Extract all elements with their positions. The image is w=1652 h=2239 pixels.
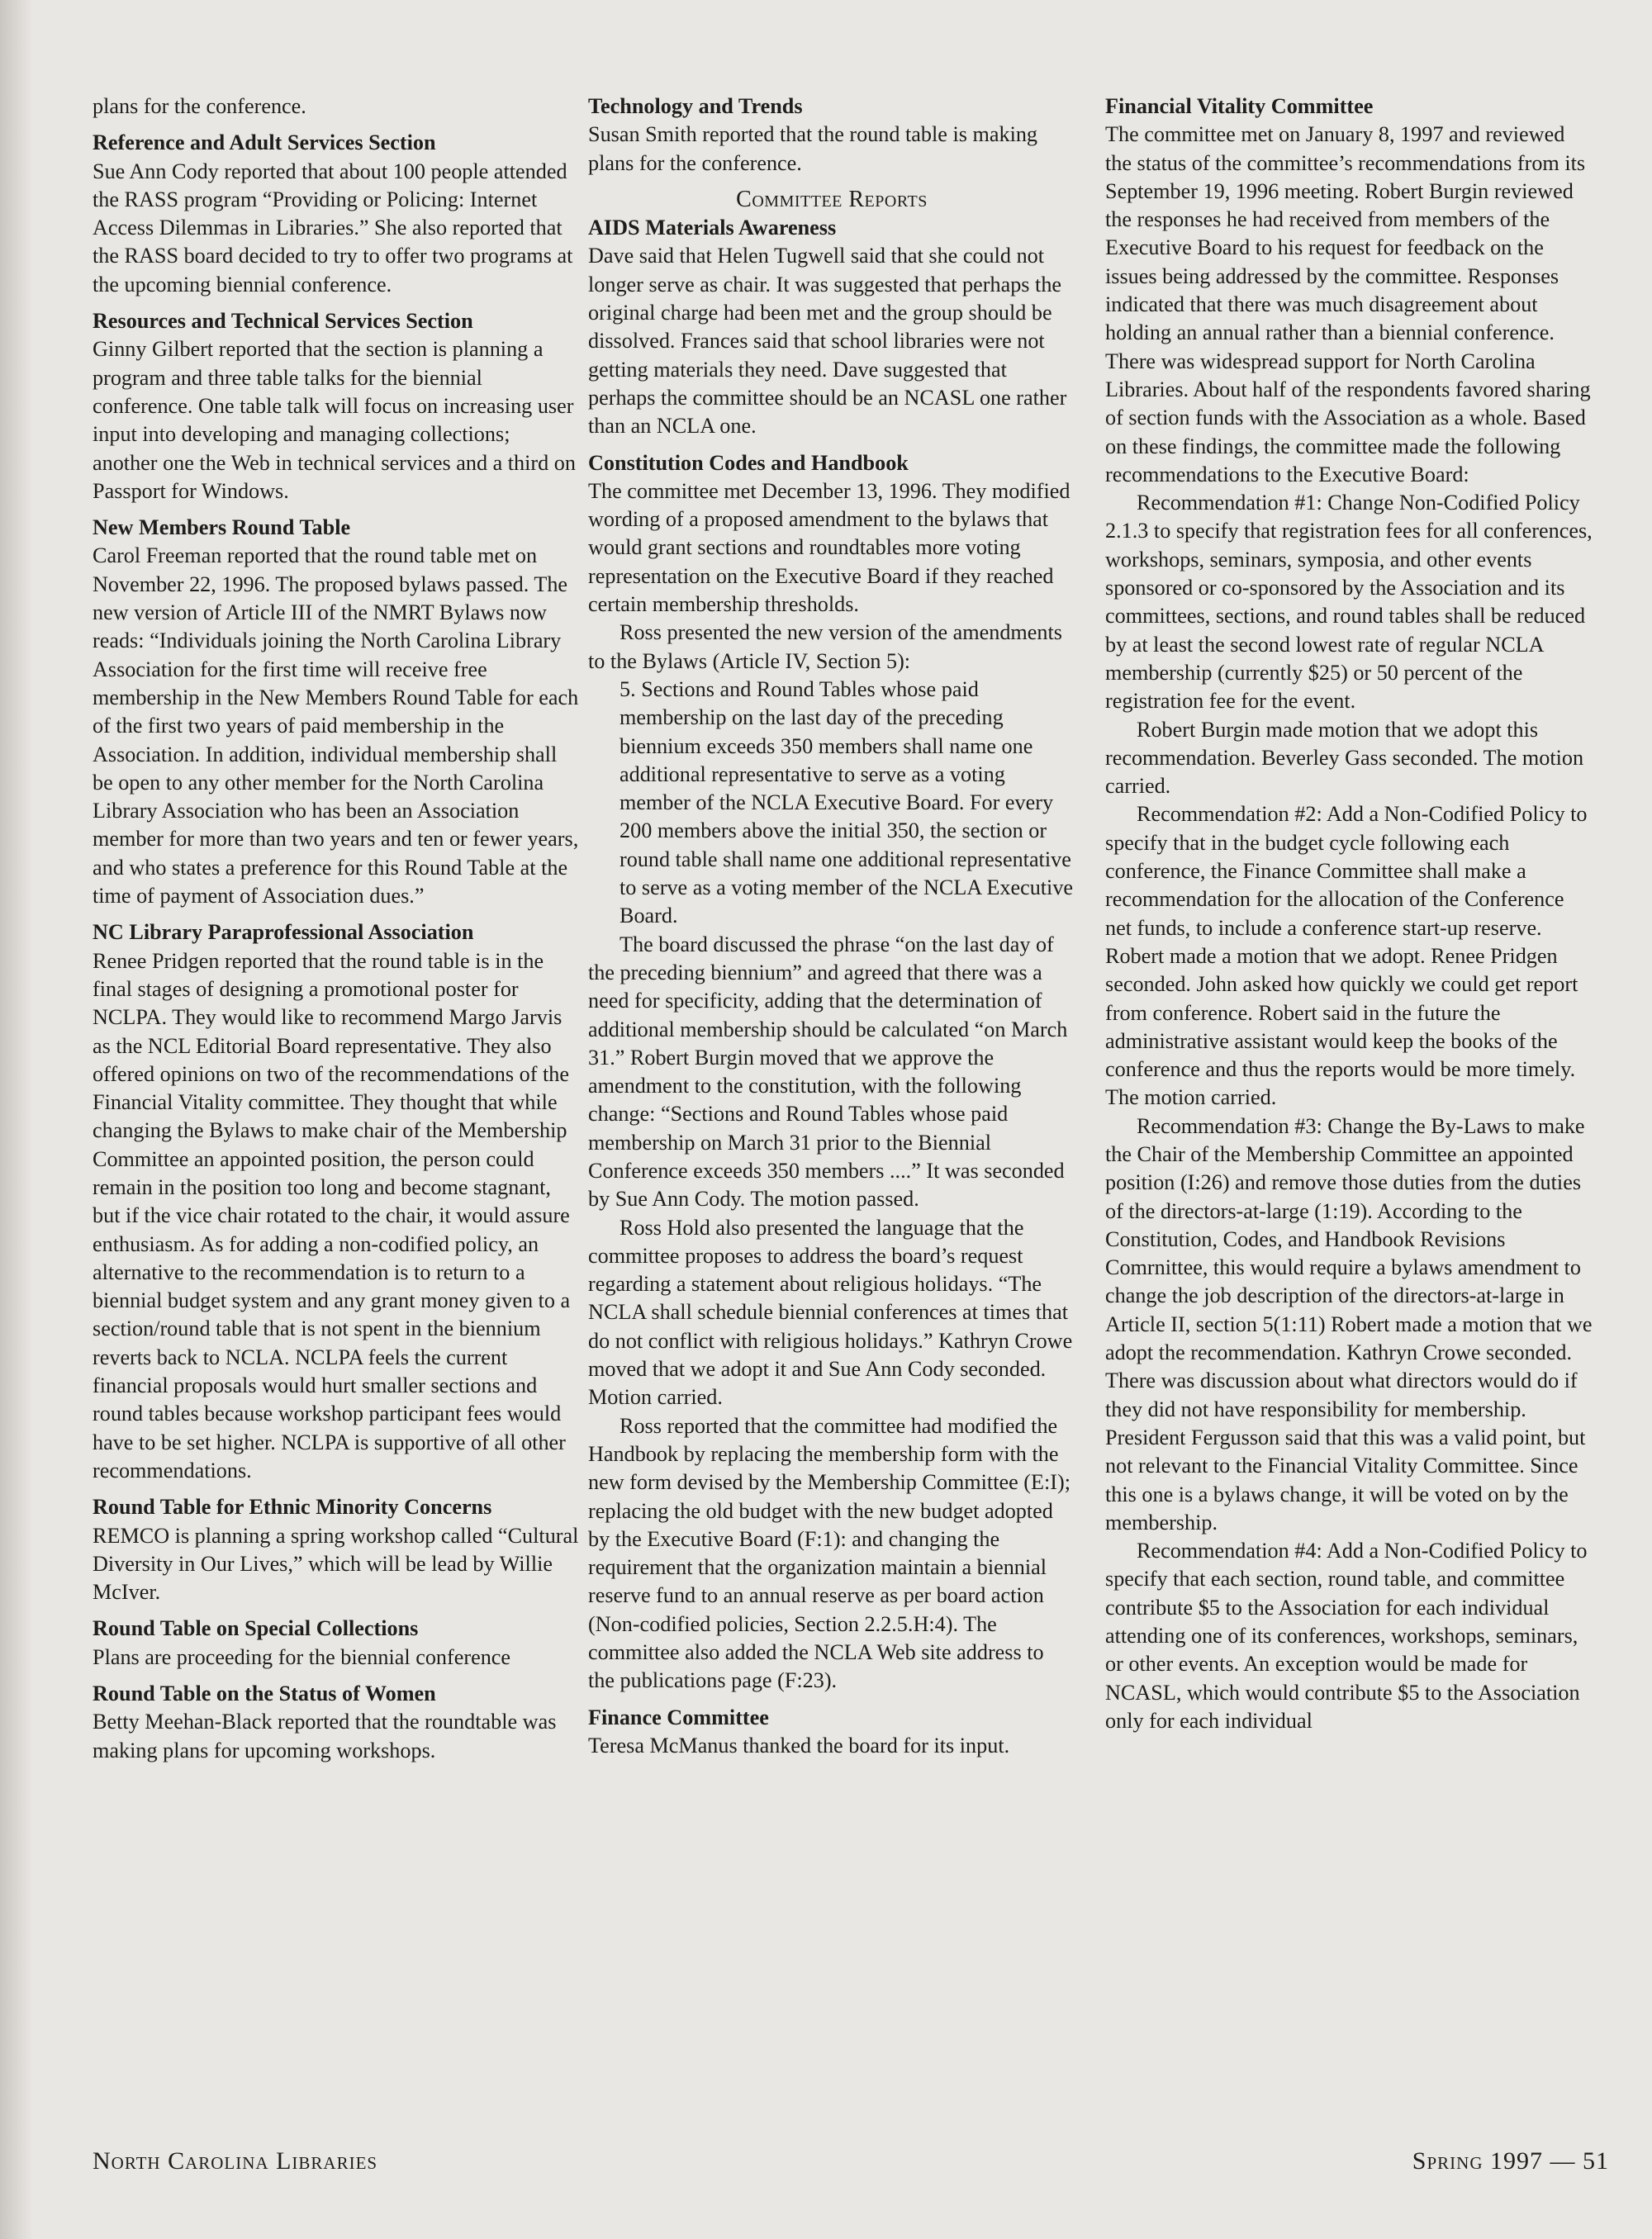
column-middle xyxy=(588,93,1075,1768)
section-paragraph: Robert Burgin made motion that we adopt this recommendation. Beverley Gass seconded. The motion carried. xyxy=(1105,717,1584,799)
section-heading: Constitution Codes and Handbook xyxy=(588,450,909,475)
section-heading: Resources and Technical Services Section xyxy=(93,309,473,334)
section-heading: Round Table on Special Collections xyxy=(93,1616,419,1641)
section-paragraph: Carol Freeman reported that the round table met on November 22, 1996. The proposed bylaws passed. The new version of Article III of the NMRT Bylaws now reads: “Individuals joining the North Carolina Library Association for the first time will receive free membership in the New Members Round Table for each of the first two years of paid membership in the Association. In addition, individual membership shall be open to any other member for the North Carolina Library Association who has been an Association member for more than two years and ten or fewer years, and who states a preference for this Round Table at the time of payment of Association dues.” xyxy=(93,543,579,908)
section-paragraph: The board discussed the phrase “on the last day of the preceding biennium” and agreed that there was a need for specificity, adding that the determination of additional membership should be calculated “on March 31.” Robert Burgin moved that we approve the amendment to the constitution, with the following change: “Sections and Round Tables whose paid membership on March 31 prior to the Biennial Conference exceeds 350 members ....” It was seconded by Sue Ann Cody. The motion passed. xyxy=(588,932,1068,1212)
section-paragraph: The committee met on January 8, 1997 and reviewed the status of the committee’s recommendations from its September 19, 1996 meeting. Robert Burgin reviewed the responses he had received from members of the Executive Board to his request for feedback on the issues being addressed by the committee. Responses indicated that there was much disagreement about holding an annual rather than a biennial conference. There was widespread support for North Carolina Libraries. About half of the respondents favored sharing of section funds with the Association as a whole. Based on these findings, the committee made the following recommendations to the Executive Board: xyxy=(1105,122,1591,486)
section-paragraph: Sue Ann Cody reported that about 100 people attended the RASS program “Providing or Policing: Internet Access Dilemmas in Libraries.” She also reported that the RASS board decided to try to offer two programs at the upcoming biennial conference. xyxy=(93,159,573,296)
recommendation-paragraph: Recommendation #2: Add a Non-Codified Policy to specify that in the budget cycle following each conference, the Finance Committee shall make a recommendation for the allocation of the Conference net funds, to include a conference start-up reserve. Robert made a motion that we adopt. Renee Pridgen seconded. John asked how quickly we could get report from conference. Robert said in the future the administrative assistant would keep the books of the conference and thus the reports would be more timely. The motion carried. xyxy=(1105,802,1588,1110)
section-finance-committee xyxy=(588,1704,1075,1761)
section-financial-vitality xyxy=(1105,93,1593,1735)
section-heading: Technology and Trends xyxy=(588,94,803,118)
section-paragraph: Renee Pridgen reported that the round table is in the final stages of designing a promotional poster for NCLPA. They would like to recommend Margo Jarvis as the NCL Editorial Board representative. They also offered opinions on two of the recommendations of the Financial Vitality committee. They thought that while changing the Bylaws to make chair of the Membership Committee an appointed position, the person could remain in the position too long and become stagnant, but if the vice chair rotated to the chair, it would assure enthusiasm. As for adding a non-codified policy, an alternative to the recommendation is to return to a biennial budget system and any grant money given to a section/round table that is not spent in the biennium reverts back to NCLA. NCLPA feels the current financial proposals would hurt smaller sections and round tables because workshop participant fees would have to be set higher. NCLPA is supportive of all other recommendations. xyxy=(93,948,571,1482)
committee-reports-title: Committee Reports xyxy=(736,186,928,212)
section-special-collections xyxy=(93,1615,580,1672)
section-heading: Finance Committee xyxy=(588,1705,769,1729)
section-heading: New Members Round Table xyxy=(93,515,351,540)
section-paragraph: Ross reported that the committee had modified the Handbook by replacing the membership form with the new form devised by the Membership Committee (E:I); replacing the old budget with the new budget adopted by the Executive Board (F:1): and changing the requirement that the organization maintain a biennial reserve fund to an annual reserve as per board action (Non-codified policies, Section 2.2.5.H:4). The committee also added the NCLA Web site address to the publications page (F:23). xyxy=(588,1413,1070,1693)
section-rass xyxy=(93,129,580,299)
section-technology-trends xyxy=(588,93,1075,178)
section-constitution-codes xyxy=(588,449,1075,1696)
section-heading: NC Library Paraprofessional Association xyxy=(93,920,474,945)
recommendation-paragraph: Recommendation #4: Add a Non-Codified Policy to specify that each section, round table, and committee contribute $5 to the Association for each individual attending one of its conferences, workshops, seminars, or other events. An exception would be made for NCASL, which would contribute $5 to the Association only for each individual xyxy=(1105,1539,1588,1733)
bylaws-amendment-quote: 5. Sections and Round Tables whose paid membership on the last day of the preceding biennium exceeds 350 members shall name one additional representative to serve as a voting member of the NCLA Executive Board. For every 200 members above the initial 350, the section or round table shall name one additional representative to serve as a voting member of the NCLA Executive Board. xyxy=(620,676,1074,928)
section-heading: Round Table for Ethnic Minority Concerns xyxy=(93,1495,492,1520)
footer-page-number: 51 xyxy=(1583,2147,1609,2175)
section-paragraph: Dave said that Helen Tugwell said that she could not longer serve as chair. It was suggested that perhaps the original charge had been met and the group should be dissolved. Frances said that school libraries were not getting materials they need. Dave suggested that perhaps the committee should be an NCASL one rather than an NCLA one. xyxy=(588,244,1067,439)
column-left xyxy=(93,93,580,1773)
footer-issue: Spring 1997 xyxy=(1412,2147,1543,2175)
section-aids-materials xyxy=(588,214,1075,440)
section-heading: Round Table on the Status of Women xyxy=(93,1682,436,1706)
page-gutter-shadow xyxy=(0,0,33,2239)
section-nclpa xyxy=(93,918,580,1485)
section-paragraph: Ginny Gilbert reported that the section is planning a program and three table talks for the biennial conference. One table talk will focus on increasing user input into developing and managing collections; another one the Web in technical services and a third on Passport for Windows. xyxy=(93,337,576,503)
section-paragraph: The committee met December 13, 1996. They modified wording of a proposed amendment to the bylaws that would grant sections and roundtables more voting representation on the Executive Board if they reached certain membership thresholds. xyxy=(588,478,1070,617)
section-paragraph: Susan Smith reported that the round table is making plans for the conference. xyxy=(588,122,1038,175)
section-paragraph: Ross Hold also presented the language that the committee proposes to address the board’s request regarding a statement about religious holidays. “The NCLA shall schedule biennial conferences at times that do not conflict with religious holidays.” Kathryn Crowe moved that we adopt it and Sue Ann Cody seconded. Motion carried. xyxy=(588,1215,1073,1410)
section-nmrt xyxy=(93,514,580,910)
section-heading: Reference and Adult Services Section xyxy=(93,130,436,155)
section-paragraph: Plans are proceeding for the biennial conference xyxy=(93,1644,511,1669)
section-paragraph: Betty Meehan-Black reported that the roundtable was making plans for upcoming workshops. xyxy=(93,1710,557,1762)
recommendation-paragraph: Recommendation #3: Change the By-Laws to make the Chair of the Membership Committee an appointed position (I:26) and remove those duties from the duties of the directors-at-large (1:19). According to the Constitution, Codes, and Handbook Revisions Comrnittee, this would require a bylaws amendment to change the job description of the directors-at-large in Article II, section 5(1:11) Robert made a motion that we adopt the recommendation. Kathryn Crowe seconded. There was discussion about what directors would do if they did not have responsibility for membership. President Fergusson said that this was a valid point, but not relevant to the Financial Vitality Committee. Since this one is a bylaws change, it will be voted on by the membership. xyxy=(1105,1113,1593,1535)
recommendation-paragraph: Recommendation #1: Change Non-Codified Policy 2.1.3 to specify that registration fees for all conferences, workshops, seminars, symposia, and other events sponsored or co-sponsored by the Association and its committees, sections, and round tables shall be reduced by at least the second lowest rate of regular NCLA membership (currently $25) or 50 percent of the registration fee for the event. xyxy=(1105,491,1593,714)
section-status-of-women xyxy=(93,1680,580,1765)
footer-journal-name: North Carolina Libraries xyxy=(93,2147,378,2175)
section-heading: AIDS Materials Awareness xyxy=(588,216,837,240)
carryover-text-block xyxy=(93,93,580,121)
section-paragraph: REMCO is planning a spring workshop called “Cultural Diversity in Our Lives,” which will be lead by Willie McIver. xyxy=(93,1523,579,1605)
footer-issue-page xyxy=(1412,2147,1609,2175)
footer-separator: — xyxy=(1550,2147,1576,2175)
section-remco xyxy=(93,1493,580,1606)
carryover-paragraph: plans for the conference. xyxy=(93,94,306,118)
section-paragraph: Ross presented the new version of the amendments to the Bylaws (Article IV, Section 5): xyxy=(588,620,1062,673)
section-paragraph: Teresa McManus thanked the board for its input. xyxy=(588,1733,1010,1758)
section-rtss xyxy=(93,307,580,505)
section-heading: Financial Vitality Committee xyxy=(1105,94,1374,118)
column-right xyxy=(1105,93,1593,1743)
